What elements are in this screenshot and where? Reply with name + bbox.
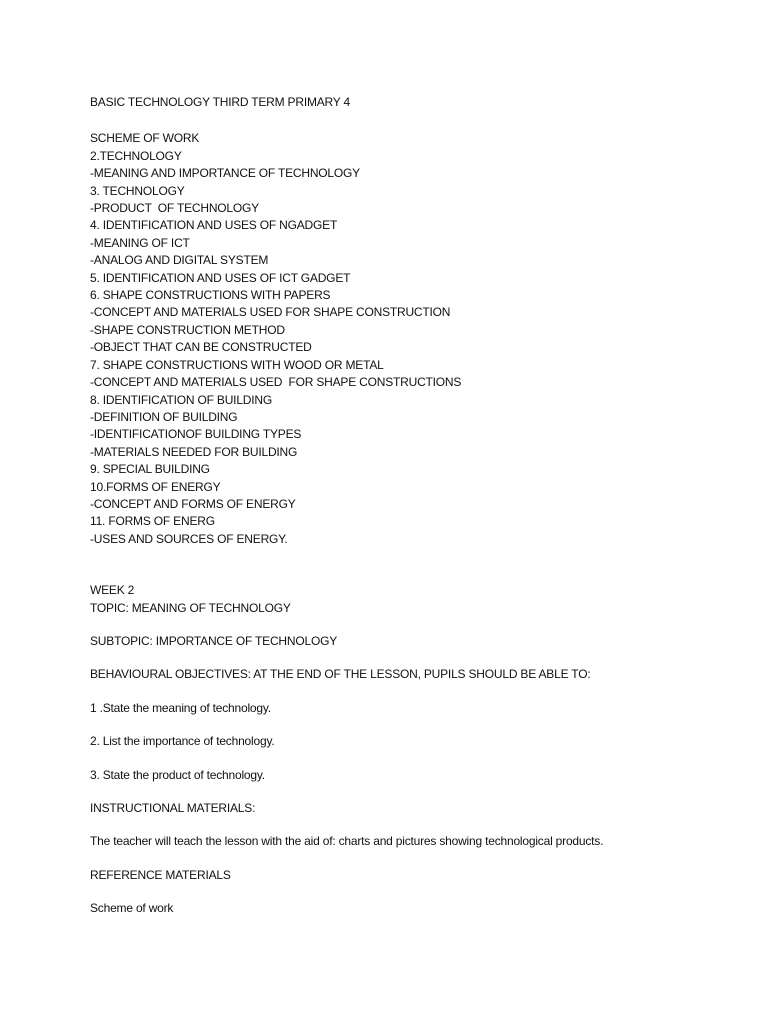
lesson-week: WEEK 2 [90, 583, 135, 598]
reference-heading: REFERENCE MATERIALS [90, 867, 231, 882]
document-title: BASIC TECHNOLOGY THIRD TERM PRIMARY 4 [90, 95, 350, 109]
scheme-item: 6. SHAPE CONSTRUCTIONS WITH PAPERS [90, 288, 331, 303]
lesson-subtopic: SUBTOPIC: IMPORTANCE OF TECHNOLOGY [90, 633, 338, 648]
scheme-item: -CONCEPT AND MATERIALS USED FOR SHAPE CONSTRUCTIONS [90, 375, 462, 390]
spacer [90, 548, 730, 582]
scheme-list [90, 148, 730, 548]
scheme-item: 3. TECHNOLOGY [90, 183, 185, 198]
scheme-item: -MEANING OF ICT [90, 235, 190, 250]
scheme-item: -USES AND SOURCES OF ENERGY. [90, 531, 288, 546]
scheme-item: 4. IDENTIFICATION AND USES OF NGADGET [90, 218, 338, 233]
scheme-item: 7. SHAPE CONSTRUCTIONS WITH WOOD OR METAL [90, 357, 384, 372]
objective-item: 3. State the product of technology. [90, 767, 265, 782]
scheme-item: -OBJECT THAT CAN BE CONSTRUCTED [90, 340, 312, 355]
scheme-heading: SCHEME OF WORK [90, 131, 200, 146]
scheme-item: 9. SPECIAL BUILDING [90, 462, 210, 477]
objective-item: 1 .State the meaning of technology. [90, 700, 271, 715]
objective-item: 2. List the importance of technology. [90, 734, 275, 749]
scheme-item: 8. IDENTIFICATION OF BUILDING [90, 392, 272, 407]
scheme-item: -ANALOG AND DIGITAL SYSTEM [90, 253, 269, 268]
scheme-item: -IDENTIFICATIONOF BUILDING TYPES [90, 427, 302, 442]
scheme-item: -SHAPE CONSTRUCTION METHOD [90, 322, 285, 337]
spacer [90, 617, 730, 633]
instructional-heading: INSTRUCTIONAL MATERIALS: [90, 801, 256, 815]
scheme-item: -CONCEPT AND FORMS OF ENERGY [90, 496, 296, 511]
scheme-item: -PRODUCT OF TECHNOLOGY [90, 201, 259, 216]
scheme-item: -MEANING AND IMPORTANCE OF TECHNOLOGY [90, 166, 360, 181]
scheme-item: 5. IDENTIFICATION AND USES OF ICT GADGET [90, 270, 351, 285]
scheme-item: 10.FORMS OF ENERGY [90, 479, 221, 494]
lesson-topic: TOPIC: MEANING OF TECHNOLOGY [90, 600, 291, 615]
scheme-item: -DEFINITION OF BUILDING [90, 409, 238, 424]
scheme-item: 2.TECHNOLOGY [90, 148, 182, 163]
scheme-item: 11. FORMS OF ENERG [90, 514, 215, 529]
scheme-item: -MATERIALS NEEDED FOR BUILDING [90, 444, 298, 459]
scheme-item: -CONCEPT AND MATERIALS USED FOR SHAPE CONSTRUCTION [90, 305, 451, 320]
document-page [90, 94, 730, 918]
objectives-heading: BEHAVIOURAL OBJECTIVES: AT THE END OF THE LESSON, PUPILS SHOULD BE ABLE TO: [90, 667, 591, 682]
reference-text: Scheme of work [90, 901, 174, 916]
spacer [90, 111, 730, 130]
instructional-text: The teacher will teach the lesson with the aid of: charts and pictures showing technological products. [90, 834, 604, 849]
